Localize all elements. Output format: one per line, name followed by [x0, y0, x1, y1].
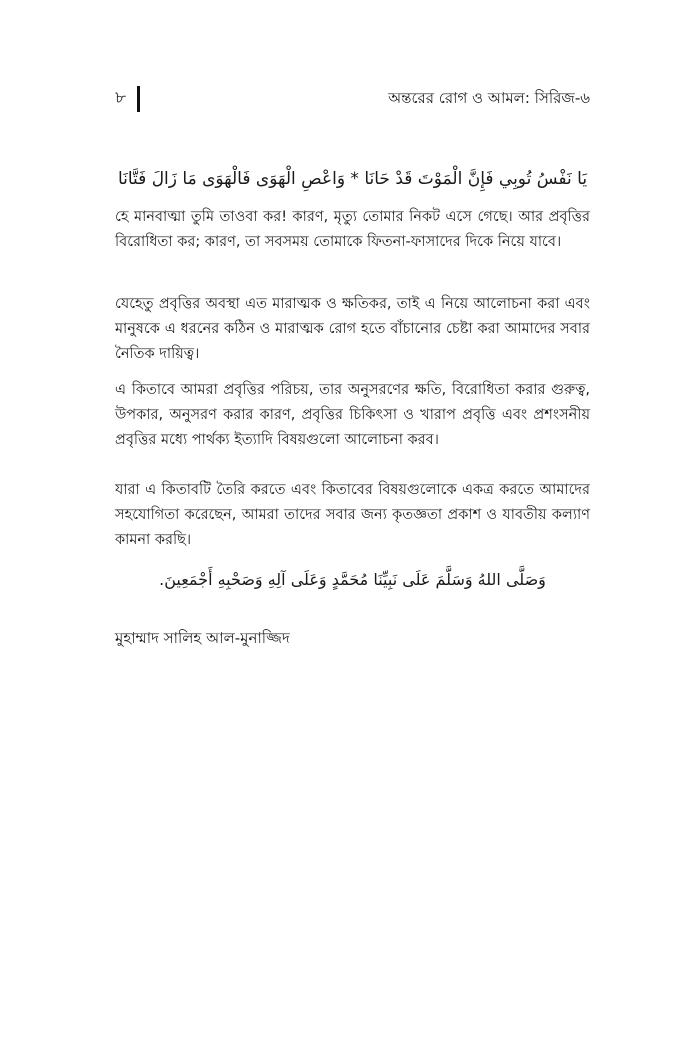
- page-header: [115, 86, 590, 112]
- paragraph-acknowledgement: যারা এ কিতাবটি তৈরি করতে এবং কিতাবের বিষয়গুলোকে একত্র করতে আমাদের সহযোগিতা করেছেন, আমরা তাদের সবার জন্য কৃতজ্ঞতা প্রকাশ ও যাবতীয় কল্যাণ কামনা করছি।: [115, 482, 590, 548]
- paragraph-translation: হে মানবাত্মা তুমি তাওবা কর! কারণ, মৃত্যু তোমার নিকট এসে গেছে। আর প্রবৃত্তির বিরোধিতা কর; কারণ, তা সবসময় তোমাকে ফিতনা-ফাসাদের দিকে নিয়ে যাবে।: [115, 209, 590, 250]
- paragraph-importance: যেহেতু প্রবৃত্তির অবস্থা এত মারাত্মক ও ক্ষতিকর, তাই এ নিয়ে আলোচনা করা এবং মানুষকে এ ধরনের কঠিন ও মারাত্মক রোগ হতে বাঁচানোর চেষ্টা করা আমাদের সবার নৈতিক দায়িত্ব।: [115, 296, 590, 362]
- author-signature: মুহাম্মাদ সালিহ আল-মুনাজ্জিদ: [115, 629, 290, 647]
- arabic-blessing: وَصَلَّى اللهُ وَسَلَّمَ عَلَى نَبِيِّنَا مُحَمَّدٍ وَعَلَى آلِهِ وَصَحْبِهِ أَجْمَعِينَ.: [159, 570, 546, 589]
- running-title: অন্তরের রোগ ও আমল: সিরিজ-৬: [388, 89, 590, 107]
- header-divider: [137, 86, 140, 112]
- paragraph-contents: এ কিতাবে আমরা প্রবৃত্তির পরিচয়, তার অনুসরণের ক্ষতি, বিরোধিতা করার গুরুত্ব, উপকার, অনুসরণ করার কারণ, প্রবৃত্তির চিকিৎসা ও খারাপ প্রবৃত্তি এবং প্রশংসনীয় প্রবৃত্তির মধ্যে পার্থক্য ইত্যাদি বিষয়গুলো আলোচনা করব।: [115, 382, 590, 448]
- page-number: ৮: [115, 88, 127, 108]
- arabic-verse: يَا نَفْسُ تُوبِي فَإِنَّ الْمَوْتَ قَدْ حَانَا * وَاعْصِ الْهَوَى فَالْهَوَى مَا زَالَ فَتَّانَا: [117, 169, 588, 189]
